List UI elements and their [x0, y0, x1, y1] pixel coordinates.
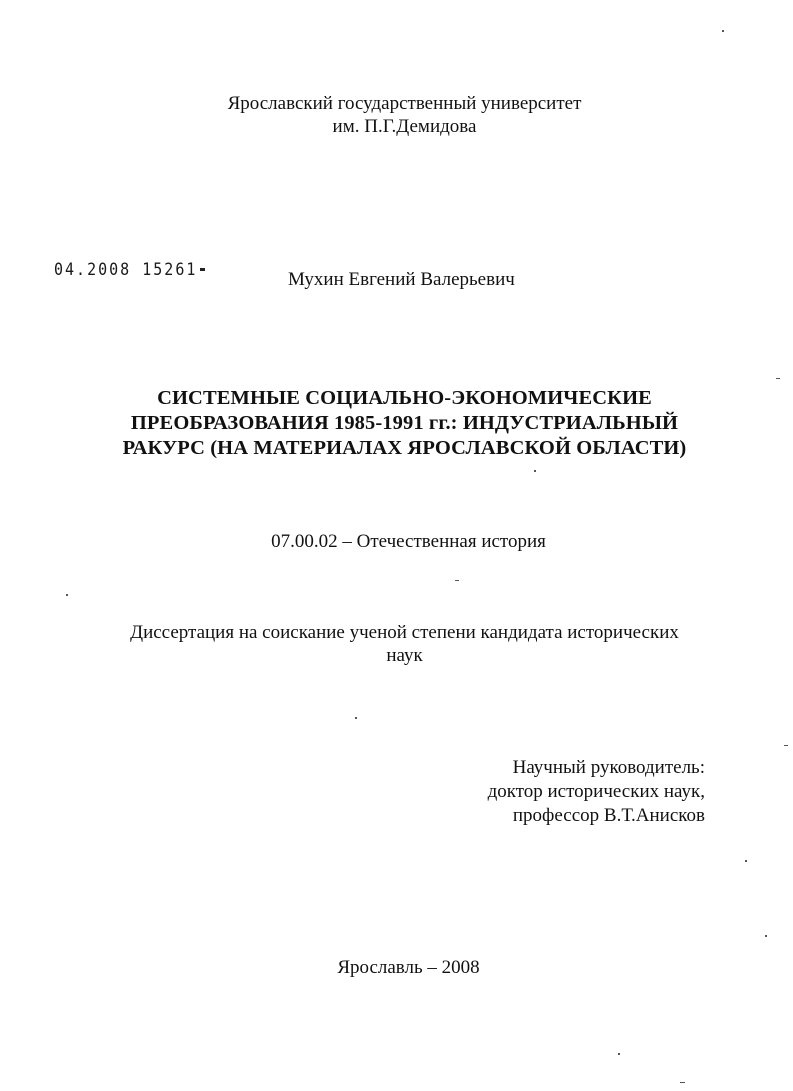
university-name: Ярославский государственный университет [227, 93, 582, 114]
degree-line-2: наук [386, 645, 423, 666]
specialty-text: 07.00.02 – Отечественная история [271, 531, 546, 552]
city-year-text: Ярославль – 2008 [337, 957, 480, 978]
scan-speck [618, 1053, 620, 1055]
degree-statement [8, 621, 793, 667]
title-line-3: РАКУРС (НА МАТЕРИАЛАХ ЯРОСЛАВСКОЙ ОБЛАСТИ) [122, 437, 687, 459]
scan-speck [66, 594, 68, 596]
dissertation-title [8, 386, 793, 461]
university-namesake: им. П.Г.Демидова [332, 116, 477, 137]
specialty-code [12, 530, 793, 553]
university-block [8, 92, 793, 138]
scan-speck [534, 470, 536, 472]
scan-speck [722, 30, 724, 32]
scan-speck [355, 717, 357, 719]
title-line-2: ПРЕОБРАЗОВАНИЯ 1985-1991 гг.: ИНДУСТРИАЛЬНЫЙ [130, 412, 679, 434]
scan-speck [200, 268, 205, 271]
degree-line-1: Диссертация на соискание ученой степени кандидата исторических [130, 622, 679, 643]
scan-speck [745, 860, 747, 862]
scan-speck [784, 745, 788, 746]
scan-speck [776, 378, 780, 379]
title-line-1: СИСТЕМНЫЕ СОЦИАЛЬНО-ЭКОНОМИЧЕСКИЕ [157, 387, 652, 409]
supervisor-block [405, 756, 705, 828]
scan-speck [680, 1082, 685, 1083]
supervisor-name: профессор В.Т.Анисков [512, 805, 705, 826]
author-name: Мухин Евгений Валерьевич [288, 269, 515, 290]
scan-speck [765, 935, 767, 937]
supervisor-degree: доктор исторических наук, [487, 781, 705, 802]
supervisor-label: Научный руководитель: [512, 757, 705, 778]
city-year [12, 956, 793, 979]
archive-stamp-code: 04.2008 15261 [54, 259, 198, 280]
scan-speck [455, 580, 459, 581]
